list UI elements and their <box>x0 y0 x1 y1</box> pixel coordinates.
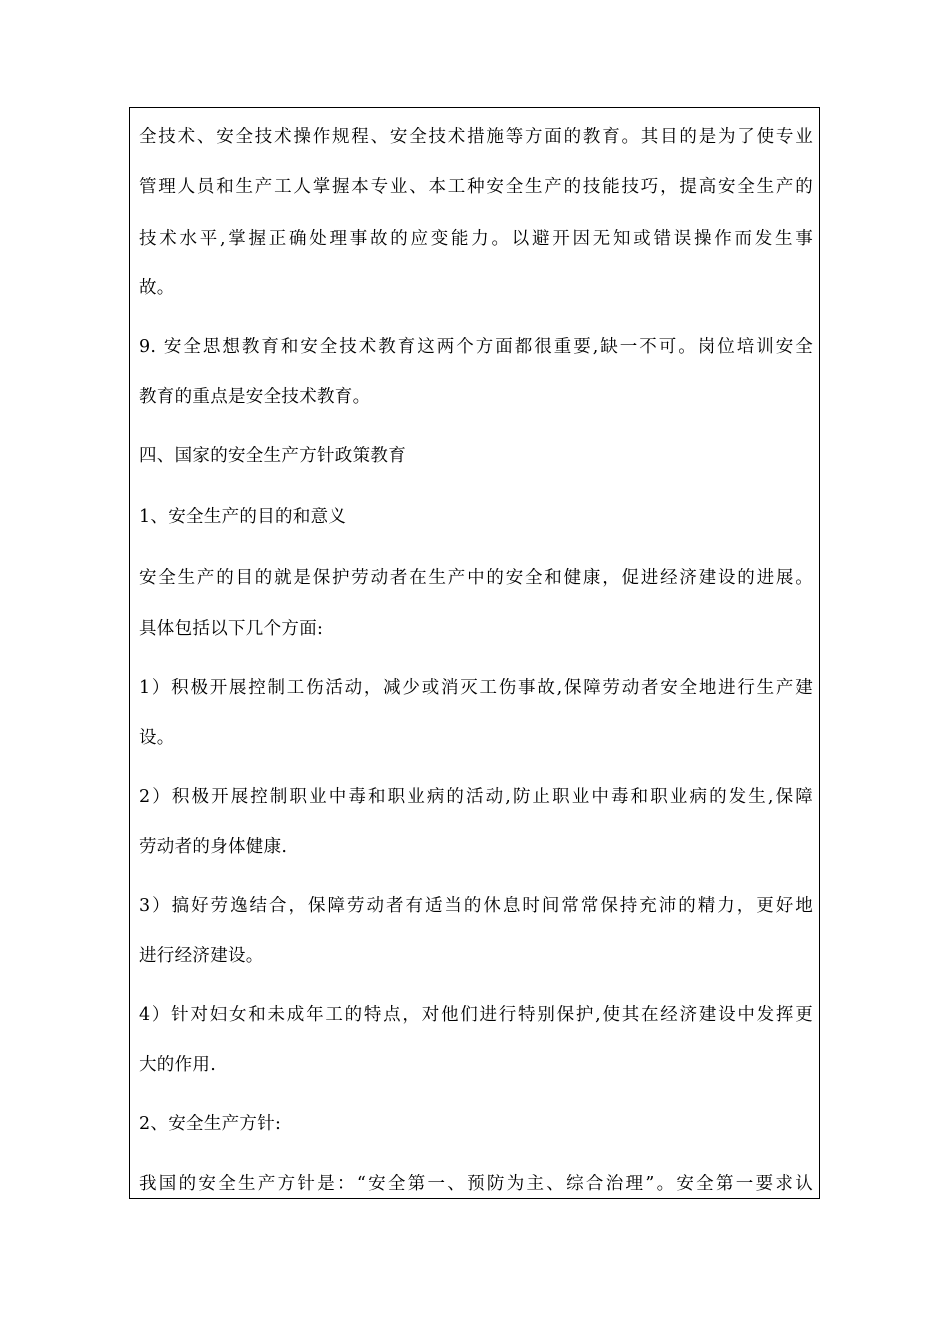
text-line-20: 我国的安全生产方针是：“安全第一、预防为主、综合治理”。安全第一要求认 <box>139 1174 813 1194</box>
text-line-15: 3）搞好劳逸结合，保障劳动者有适当的休息时间常常保持充沛的精力，更好地 <box>139 896 813 916</box>
text-line-17: 4）针对妇女和未成年工的特点，对他们进行特别保护,使其在经济建设中发挥更 <box>139 1005 813 1025</box>
text-line-10: 具体包括以下几个方面: <box>139 619 324 639</box>
text-line-7: 四、国家的安全生产方针政策教育 <box>139 446 406 466</box>
text-line-13: 2）积极开展控制职业中毒和职业病的活动,防止职业中毒和职业病的发生,保障 <box>139 787 813 807</box>
text-line-19: 2、安全生产方针: <box>139 1114 282 1134</box>
text-line-6: 教育的重点是安全技术教育。 <box>139 387 371 407</box>
text-line-4: 故。 <box>139 278 175 298</box>
text-line-5: 9. 安全思想教育和安全技术教育这两个方面都很重要,缺一不可。岗位培训安全 <box>139 337 813 357</box>
text-line-9: 安全生产的目的就是保护劳动者在生产中的安全和健康，促进经济建设的进展。 <box>139 568 813 588</box>
text-line-8: 1、安全生产的目的和意义 <box>139 507 347 527</box>
text-line-3: 技术水平,掌握正确处理事故的应变能力。以避开因无知或错误操作而发生事 <box>139 229 813 249</box>
text-line-16: 进行经济建设。 <box>139 946 264 966</box>
text-line-18: 大的作用. <box>139 1055 217 1075</box>
text-line-11: 1）积极开展控制工伤活动，减少或消灭工伤事故,保障劳动者安全地进行生产建 <box>139 678 813 698</box>
text-line-12: 设。 <box>139 728 175 748</box>
text-line-1: 全技术、安全技术操作规程、安全技术措施等方面的教育。其目的是为了使专业 <box>139 127 813 147</box>
page-border-frame <box>129 107 820 1199</box>
text-line-2: 管理人员和生产工人掌握本专业、本工种安全生产的技能技巧，提高安全生产的 <box>139 177 813 197</box>
text-line-14: 劳动者的身体健康. <box>139 837 288 857</box>
